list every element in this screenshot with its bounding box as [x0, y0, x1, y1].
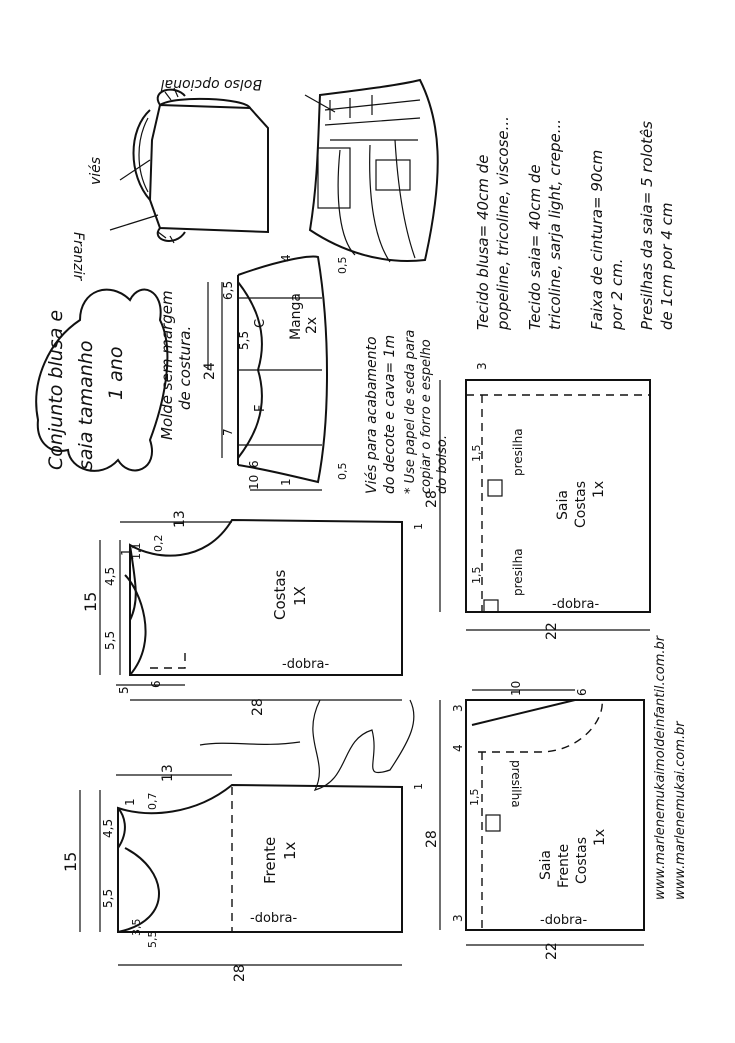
sleeve-m7: 7	[221, 428, 235, 436]
instr-presilhas-2: de 1cm por 4 cm	[658, 202, 676, 330]
instr-saia-2: tricoline, sarja light, crepe...	[546, 118, 564, 330]
vies-note-line1: Viés para acabamento	[364, 336, 380, 494]
costas-m1r: 1	[412, 523, 425, 530]
saia-costas-presilha2: presilha	[511, 548, 525, 596]
sleeve-m24: 24	[202, 362, 218, 380]
frente-label: Frente	[261, 836, 279, 884]
saia-costas-label1: Saia	[555, 490, 571, 520]
skirt-illustration	[305, 80, 438, 262]
sleeve-m1: 1	[279, 478, 293, 486]
costas-pattern	[100, 520, 402, 700]
frente-m13: 13	[160, 764, 176, 782]
title-line2: saia tamanho	[75, 340, 97, 470]
saia-frente-m10: 10	[509, 680, 523, 696]
saia-frente-pattern	[440, 690, 644, 945]
saia-costas-m28: 28	[424, 490, 440, 508]
costas-dobra: -dobra-	[282, 657, 330, 672]
costas-m5: 5	[117, 686, 131, 694]
sleeve-label: Manga	[288, 293, 304, 340]
frente-m1r: 1	[412, 783, 425, 790]
sleeve-c: C	[253, 318, 268, 328]
url-2: www.marlenemukai.com.br	[673, 721, 688, 900]
costas-m15: 15	[81, 591, 100, 612]
saia-frente-count: 1x	[592, 828, 608, 846]
blouse-illustration	[110, 88, 268, 243]
sleeve-f: F	[253, 404, 268, 412]
saia-frente-m3b: 3	[451, 914, 465, 922]
sleeve-m05a: 0,5	[336, 256, 349, 274]
saia-frente-label1: Saia	[538, 850, 554, 880]
frente-m1: 1	[123, 798, 137, 806]
costas-m1: 1	[119, 548, 133, 556]
franzir-label: Franzir	[70, 232, 86, 281]
sleeve-m6: 6	[247, 460, 261, 468]
title-line1: Conjunto blusa e	[45, 309, 67, 470]
saia-frente-m15: 1,5	[468, 788, 481, 806]
sleeve-count: 2x	[304, 316, 320, 334]
saia-costas-m15a: 1,5	[470, 444, 483, 462]
sleeve-m65: 6,5	[221, 280, 235, 300]
vies-label: viés	[88, 156, 104, 185]
frente-m55b: 5,5	[146, 930, 159, 948]
note-margin-line2: de costura.	[176, 325, 194, 410]
saia-frente-label3: Costas	[574, 837, 590, 884]
bolso-label: Bolso opcional	[160, 76, 262, 92]
costas-m45: 4,5	[103, 566, 117, 586]
note-margin-line1: Molde sem margem	[158, 290, 176, 440]
sleeve-m10: 10	[247, 474, 261, 490]
instr-presilhas-1: Presilhas da saia= 5 rolotês	[638, 121, 656, 330]
frente-m07: 0,7	[146, 792, 159, 810]
saia-costas-label2: Costas	[573, 481, 589, 528]
instr-faixa-1: Faixa de cintura= 90cm	[588, 149, 606, 330]
costas-count: 1X	[291, 586, 309, 606]
saia-costas-m22: 22	[544, 622, 560, 640]
saia-frente-m22: 22	[544, 942, 560, 960]
saia-costas-pattern	[440, 380, 650, 630]
frente-m15: 15	[61, 851, 80, 872]
frente-count: 1x	[281, 841, 299, 860]
saia-frente-presilha: presilha	[509, 760, 523, 808]
saia-frente-m6: 6	[575, 688, 589, 696]
costas-m11: 1,1	[130, 542, 143, 560]
saia-frente-m3: 3	[451, 704, 465, 712]
saia-costas-m3: 3	[475, 362, 489, 370]
frente-m55: 5,5	[101, 888, 115, 908]
saia-frente-label2: Frente	[556, 843, 572, 888]
instr-blusa-2: popeline, tricoline, viscose...	[494, 116, 512, 330]
costas-m28: 28	[250, 698, 266, 716]
instr-faixa-2: por 2 cm.	[608, 258, 626, 330]
vies-note-line3: * Use papel de seda para	[403, 329, 418, 494]
sleeve-m4: 4	[279, 254, 293, 262]
frente-dobra: -dobra-	[250, 911, 298, 926]
vies-note-line2: do decote e cava= 1m	[382, 334, 398, 494]
signature	[200, 700, 414, 790]
frente-m35: 3,5	[130, 918, 143, 936]
url-1: www.marlenemukaimoldeinfantil.com.br	[653, 635, 668, 900]
instr-blusa: Tecido blusa= 40cm de	[474, 154, 492, 330]
saia-costas-presilha1: presilha	[511, 428, 525, 476]
sleeve-m55: 5,5	[237, 330, 251, 350]
saia-frente-dobra: -dobra-	[540, 913, 588, 928]
costas-m6: 6	[149, 680, 163, 688]
saia-costas-dobra: -dobra-	[552, 597, 600, 612]
saia-costas-m15b: 1,5	[470, 566, 483, 584]
frente-m28: 28	[232, 964, 248, 982]
saia-costas-count: 1x	[591, 480, 607, 498]
vies-note-line5: do bolso.	[435, 434, 450, 494]
saia-frente-m28: 28	[424, 830, 440, 848]
title-size: 1 ano	[105, 346, 127, 400]
frente-m45: 4,5	[101, 818, 115, 838]
saia-frente-m4: 4	[451, 744, 465, 752]
instr-saia: Tecido saia= 40cm de	[526, 164, 544, 330]
vies-note-line4: copiar o forro e espelho	[419, 339, 434, 494]
costas-m13: 13	[172, 510, 188, 528]
costas-label: Costas	[271, 569, 289, 620]
costas-m02: 0,2	[152, 534, 165, 552]
sleeve-m05b: 0,5	[336, 462, 349, 480]
costas-m55: 5,5	[103, 630, 117, 650]
